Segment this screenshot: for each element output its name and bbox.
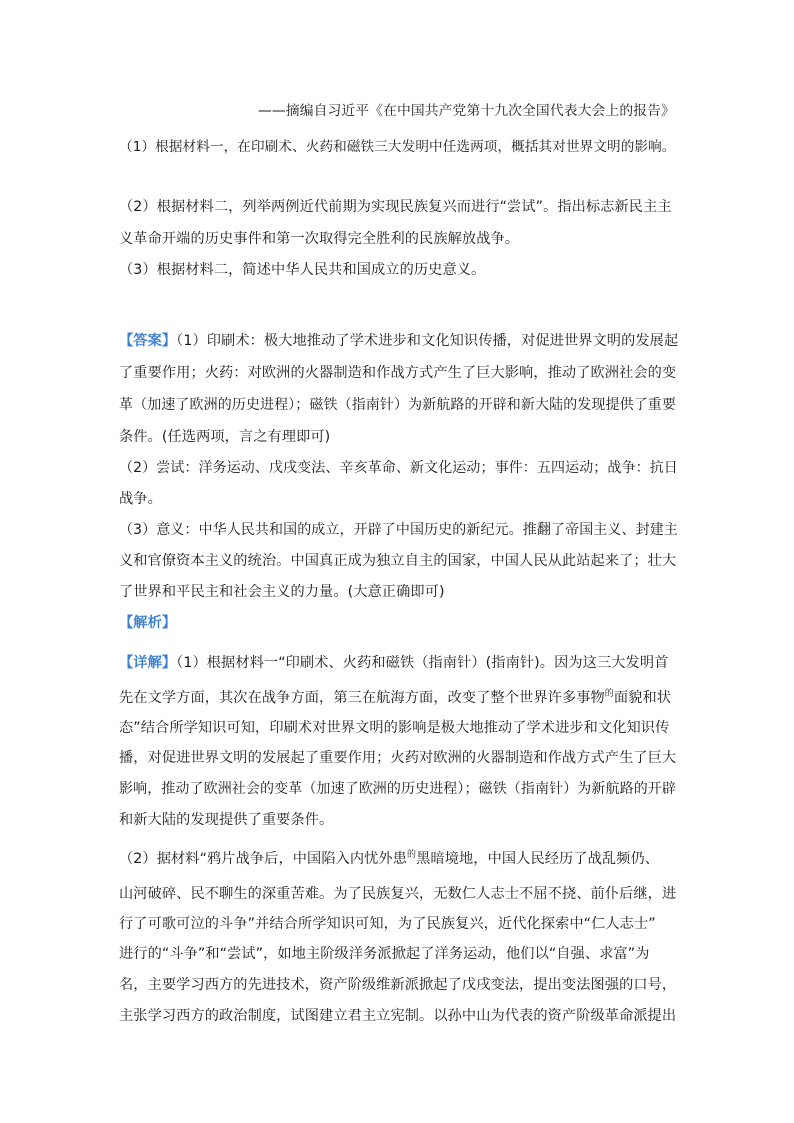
detail-text-c: （2）据材料“鸦片战争后，中国陷入内忧外患 [119,851,408,867]
source-line: ——摘编自习近平《在中国共产党第十九次全国代表大会上的报告》 [258,103,675,119]
detail-small-char-2: 的 [407,850,417,860]
detail-line-7 [119,849,659,871]
detail-line-10: 进行的“斗争”和“尝试”，如地主阶级洋务派掀起了洋务运动，他们以“自强、求富”为 [119,946,650,962]
answer-tag: 【答案】 [119,333,177,349]
detail-small-char: 的 [604,689,614,699]
answer-text: （1）印刷术：极大地推动了学术进步和文化知识传播，对促进世界文明的发展起 [176,333,679,349]
question-2-line-1: （2）根据材料二，列举两例近代前期为实现民族复兴而进行“尝试”。指出标志新民主主 [119,199,672,215]
detail-line-8: 山河破碎、民不聊生的深重苦难。为了民族复兴，无数仁人志士不屈不挠、前仆后继，进 [119,886,677,902]
answer-line-8: 义和官僚资本主义的统治。中国真正成为独立自主的国家，中国人民从此站起来了；壮大 [119,553,677,569]
detail-text-b: 面貌和状 [613,690,672,706]
answer-line-1 [119,331,678,351]
detail-text: （1）根据材料一“印刷术、火药和磁铁（指南针）(指南针)。因为这三大发明首 [176,655,669,671]
detail-line-3: 态”结合所学知识可知，印刷术对世界文明的影响是极大地推动了学术进步和文化知识传 [119,720,670,736]
answer-line-4: 条件。(任选两项，言之有理即可) [119,429,331,445]
answer-line-9: 了世界和平民主和社会主义的力量。(大意正确即可) [119,584,445,600]
question-3: （3）根据材料二，简述中华人民共和国成立的历史意义。 [119,262,486,278]
answer-line-6: 战争。 [119,491,162,507]
detail-line-9: 行了可歌可泣的斗争”并结合所学知识可知，为了民族复兴，近代化探索中“仁人志士” [119,916,656,932]
detail-line-5: 影响，推动了欧洲社会的变革（加速了欧洲的历史进程）；磁铁（指南针）为新航路的开辟 [119,781,676,797]
question-1: （1）根据材料一，在印刷术、火药和磁铁三大发明中任选两项，概括其对世界文明的影响。 [119,139,676,155]
detail-line-2 [119,688,671,710]
detail-text-a: 先在文学方面，其次在战争方面，第三在航海方面，改变了整个世界许多事物 [119,690,605,706]
answer-line-7: （3）意义：中华人民共和国的成立，开辟了中国历史的新纪元。推翻了帝国主义、封建主 [119,522,678,538]
answer-line-3: 革（加速了欧洲的历史进程）；磁铁（指南针）为新航路的开辟和新大陆的发现提供了重要 [119,397,676,413]
detail-line-12: 主张学习西方的政治制度，试图建立君主立宪制。以孙中山为代表的资产阶级革命派提出 [119,1008,677,1024]
detail-line-6: 和新大陆的发现提供了重要条件。 [119,812,334,828]
answer-line-5: （2）尝试：洋务运动、戊戌变法、辛亥革命、新文化运动；事件：五四运动；战争：抗日 [119,460,678,476]
analysis-tag: 【解析】 [119,615,177,631]
detail-line-11: 名，主要学习西方的先进技术，资产阶级维新派掀起了戊戌变法，提出变法图强的口号， [119,977,677,993]
question-2-line-2: 义革命开端的历史事件和第一次取得完全胜利的民族解放战争。 [119,231,520,247]
answer-line-2: 了重要作用；火药：对欧洲的火器制造和作战方式产生了巨大影响，推动了欧洲社会的变 [119,365,677,381]
detail-line-1 [119,653,668,673]
detail-tag: 【详解】 [119,655,177,671]
detail-line-4: 播，对促进世界文明的发展起了重要作用；火药对欧洲的火器制造和作战方式产生了巨大 [119,750,677,766]
detail-text-d: 黑暗境地，中国人民经历了战乱频仍、 [416,851,660,867]
